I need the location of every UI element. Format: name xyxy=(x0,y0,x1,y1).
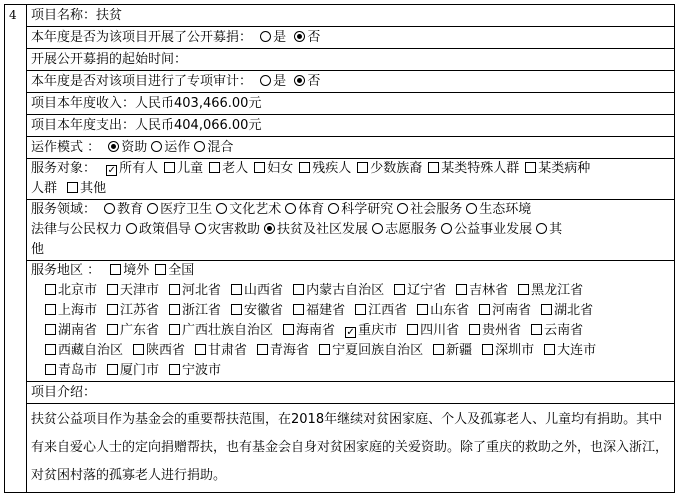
service-targets-wrap: 人群 xyxy=(31,181,58,196)
checkbox-icon xyxy=(293,284,304,295)
service-field-0[interactable] xyxy=(100,200,143,220)
region-option[interactable] xyxy=(39,361,97,381)
checkbox-icon: ✓ xyxy=(346,327,355,338)
option-label: 云南省 xyxy=(544,323,584,338)
public-fundraising-row xyxy=(27,27,674,49)
service-field-l2-5[interactable] xyxy=(437,220,532,240)
option-label: 妇女 xyxy=(267,161,294,176)
checkbox-icon xyxy=(433,344,444,355)
radio-icon xyxy=(147,203,158,214)
region-option[interactable] xyxy=(525,321,583,341)
radio-icon xyxy=(397,203,408,214)
special-audit-label: 本年度是否对该项目进行了专项审计： xyxy=(31,74,253,89)
checkbox-icon xyxy=(417,304,428,315)
region-option[interactable] xyxy=(39,321,97,341)
checkbox-icon xyxy=(155,264,166,275)
option-label: 陕西省 xyxy=(146,343,186,358)
option-label: 北京市 xyxy=(58,283,98,298)
project-name-row xyxy=(27,5,674,27)
option-label: 深圳市 xyxy=(495,343,535,358)
public-fundraising-label: 本年度是否为该项目开展了公开募捐： xyxy=(31,30,253,45)
checkbox-icon xyxy=(45,364,56,375)
region-option[interactable] xyxy=(427,341,472,361)
checkbox-icon xyxy=(231,284,242,295)
checkbox-icon xyxy=(133,344,144,355)
option-label: 所有人 xyxy=(119,161,159,176)
checkbox-icon xyxy=(107,284,118,295)
region-option[interactable] xyxy=(349,301,407,321)
special-audit-yes[interactable] xyxy=(256,71,286,93)
option-label: 否 xyxy=(307,74,321,89)
region-option[interactable] xyxy=(225,301,283,321)
region-row xyxy=(39,281,670,301)
checkbox-icon xyxy=(169,364,180,375)
region-list xyxy=(31,281,670,381)
region-option[interactable] xyxy=(39,281,97,301)
option-label: 湖南省 xyxy=(58,323,98,338)
checkbox-icon xyxy=(482,344,493,355)
radio-icon xyxy=(104,203,115,214)
checkbox-icon xyxy=(257,344,268,355)
region-option[interactable] xyxy=(163,281,221,301)
option-label: 文化艺术 xyxy=(229,202,282,217)
option-label: 医疗卫生 xyxy=(160,202,213,217)
option-label: 贵州省 xyxy=(482,323,522,338)
checkbox-icon xyxy=(195,344,206,355)
intro-label-row xyxy=(27,382,674,404)
checkbox-icon xyxy=(469,324,480,335)
expense-label: 项目本年度支出： xyxy=(31,118,136,133)
option-label: 法律与公民权力 xyxy=(31,222,123,237)
public-fundraising-no[interactable] xyxy=(290,27,320,49)
region-option[interactable] xyxy=(287,301,345,321)
checkbox-icon xyxy=(45,284,56,295)
service-field-l2-2[interactable] xyxy=(191,220,260,240)
intro-text-row xyxy=(27,404,674,492)
income-value: 人民币403,466.00元 xyxy=(135,96,262,111)
option-label: 四川省 xyxy=(420,323,460,338)
service-target-7[interactable] xyxy=(519,159,590,179)
radio-icon xyxy=(264,223,275,234)
option-label: 江西省 xyxy=(368,303,408,318)
service-fields-wrap: 他 xyxy=(31,242,45,257)
expense-row xyxy=(27,115,674,137)
option-label: 儿童 xyxy=(177,161,204,176)
option-label: 上海市 xyxy=(58,303,98,318)
option-label: 宁夏回族自治区 xyxy=(332,343,424,358)
service-target-4[interactable] xyxy=(293,159,351,179)
checkbox-icon xyxy=(283,324,294,335)
option-label: 西藏自治区 xyxy=(58,343,124,358)
radio-icon xyxy=(126,223,137,234)
checkbox-icon xyxy=(518,284,529,295)
option-label: 广西壮族自治区 xyxy=(182,323,274,338)
option-label: 否 xyxy=(307,30,321,45)
service-target-other[interactable] xyxy=(61,179,106,199)
region-option[interactable] xyxy=(313,341,423,361)
mode-row xyxy=(27,137,674,159)
checkbox-icon xyxy=(164,162,175,173)
checkbox-icon xyxy=(45,304,56,315)
option-label: 体育 xyxy=(298,202,325,217)
checkbox-icon xyxy=(254,162,265,173)
intro-label: 项目介绍： xyxy=(31,385,97,400)
mode-option-2[interactable] xyxy=(190,137,233,159)
option-label: 政策倡导 xyxy=(139,222,192,237)
service-field-1[interactable] xyxy=(143,200,212,220)
option-label: 浙江省 xyxy=(182,303,222,318)
checkbox-icon xyxy=(169,284,180,295)
option-label: 山西省 xyxy=(244,283,284,298)
option-label: 资助 xyxy=(121,140,148,155)
checkbox-icon xyxy=(531,324,542,335)
mode-label: 运作模式 ： xyxy=(31,140,101,155)
option-label: 福建省 xyxy=(306,303,346,318)
region-option[interactable] xyxy=(101,301,159,321)
region-option[interactable] xyxy=(101,281,159,301)
checkbox-icon xyxy=(525,162,536,173)
region-option[interactable] xyxy=(401,321,459,341)
radio-icon xyxy=(328,203,339,214)
option-label: 某类病种 xyxy=(538,161,591,176)
region-option[interactable] xyxy=(512,281,583,301)
service-field-l2-3[interactable] xyxy=(260,220,368,240)
region-row xyxy=(39,341,670,361)
option-label: 甘肃省 xyxy=(208,343,248,358)
project-name-label: 项目名称： xyxy=(31,8,97,23)
service-target-5[interactable] xyxy=(351,159,422,179)
option-label: 是 xyxy=(273,74,287,89)
radio-icon xyxy=(466,203,477,214)
radio-icon xyxy=(194,141,205,152)
region-option[interactable] xyxy=(463,321,521,341)
radio-icon xyxy=(536,223,547,234)
checkbox-icon xyxy=(355,304,366,315)
checkbox-icon xyxy=(428,162,439,173)
checkbox-icon xyxy=(209,162,220,173)
region-option[interactable] xyxy=(39,301,97,321)
start-time-row xyxy=(27,49,674,71)
option-label: 新疆 xyxy=(446,343,473,358)
service-field-5[interactable] xyxy=(393,200,462,220)
option-label: 运作 xyxy=(164,140,191,155)
checkbox-icon xyxy=(67,182,78,193)
option-label: 江苏省 xyxy=(120,303,160,318)
region-option[interactable] xyxy=(225,281,283,301)
public-fundraising-yes[interactable] xyxy=(256,27,286,49)
region-option[interactable] xyxy=(473,301,531,321)
region-option[interactable] xyxy=(388,281,446,301)
checkbox-icon xyxy=(169,304,180,315)
option-label: 青海省 xyxy=(270,343,310,358)
region-option[interactable] xyxy=(163,321,273,341)
region-option[interactable] xyxy=(450,281,508,301)
option-label: 厦门市 xyxy=(120,363,160,378)
option-label: 少数族裔 xyxy=(370,161,423,176)
radio-icon xyxy=(285,203,296,214)
radio-icon xyxy=(151,141,162,152)
mode-option-1[interactable] xyxy=(147,137,190,159)
region-option[interactable] xyxy=(476,341,534,361)
option-label: 灾害救助 xyxy=(208,222,261,237)
checkbox-icon xyxy=(544,344,555,355)
project-name-value: 扶贫 xyxy=(96,8,123,23)
region-row xyxy=(39,361,670,381)
option-label: 社会服务 xyxy=(410,202,463,217)
row-number-cell xyxy=(5,5,27,492)
checkbox-icon xyxy=(299,162,310,173)
option-label: 河北省 xyxy=(182,283,222,298)
region-option[interactable] xyxy=(163,361,221,381)
radio-icon xyxy=(294,31,305,42)
service-fields-label: 服务领域： xyxy=(31,202,97,217)
region-option[interactable] xyxy=(287,281,384,301)
option-label: 混合 xyxy=(207,140,234,155)
service-field-l2-1[interactable] xyxy=(122,220,191,240)
service-fields-row xyxy=(27,200,674,261)
checkbox-icon xyxy=(293,304,304,315)
option-label: 青岛市 xyxy=(58,363,98,378)
service-regions-row xyxy=(27,261,674,382)
option-label: 生态环境 xyxy=(479,202,532,217)
checkbox-icon: ✓ xyxy=(107,165,116,176)
row-number: 4 xyxy=(9,8,17,22)
service-target-6[interactable] xyxy=(422,159,519,179)
intro-text: 扶贫公益项目作为基金会的重要帮扶范围，在2018年继续对贫困家庭、个人及孤寡老人、儿童均有捐助。其中有来自爱心人士的定向捐赠帮扶，也有基金会自身对贫困家庭的关爱资助。除了重庆的救助之外，也深入浙江，对贫困村落的孤寡老人进行捐助。 xyxy=(31,412,669,483)
service-field-4[interactable] xyxy=(324,200,393,220)
radio-icon xyxy=(195,223,206,234)
service-target-1[interactable] xyxy=(158,159,203,179)
option-label: 志愿服务 xyxy=(385,222,438,237)
option-label: 老人 xyxy=(222,161,249,176)
service-target-0[interactable] xyxy=(100,159,158,179)
region-option[interactable] xyxy=(101,321,159,341)
region-option[interactable] xyxy=(163,301,221,321)
option-label: 湖北省 xyxy=(554,303,594,318)
service-targets-label: 服务对象： xyxy=(31,161,97,176)
service-regions-label: 服务地区 ： xyxy=(31,263,101,278)
region-option[interactable] xyxy=(39,341,123,361)
option-label: 教育 xyxy=(117,202,144,217)
service-field-l2-0[interactable] xyxy=(31,220,122,240)
checkbox-icon xyxy=(45,344,56,355)
region-option[interactable] xyxy=(411,301,469,321)
option-label: 安徽省 xyxy=(244,303,284,318)
option-label: 黑龙江省 xyxy=(531,283,584,298)
service-field-2[interactable] xyxy=(212,200,281,220)
region-option[interactable] xyxy=(127,341,185,361)
service-target-2[interactable] xyxy=(203,159,248,179)
service-field-3[interactable] xyxy=(281,200,324,220)
option-label: 海南省 xyxy=(296,323,336,338)
option-label: 山东省 xyxy=(430,303,470,318)
option-label: 是 xyxy=(273,30,287,45)
option-label: 其 xyxy=(549,222,563,237)
region-option[interactable] xyxy=(251,341,309,361)
income-label: 项目本年度收入： xyxy=(31,96,136,111)
radio-icon xyxy=(294,75,305,86)
option-label: 河南省 xyxy=(492,303,532,318)
project-fields xyxy=(27,5,674,492)
radio-icon xyxy=(108,141,119,152)
radio-icon xyxy=(260,75,271,86)
checkbox-icon xyxy=(231,304,242,315)
checkbox-icon xyxy=(107,304,118,315)
mode-option-0[interactable] xyxy=(104,137,147,159)
radio-icon xyxy=(372,223,383,234)
checkbox-icon xyxy=(169,324,180,335)
checkbox-icon xyxy=(357,162,368,173)
checkbox-icon xyxy=(479,304,490,315)
service-target-3[interactable] xyxy=(248,159,293,179)
checkbox-icon xyxy=(107,324,118,335)
option-label: 科学研究 xyxy=(341,202,394,217)
region-option[interactable] xyxy=(189,341,247,361)
project-table xyxy=(4,4,675,493)
checkbox-icon xyxy=(541,304,552,315)
region-top-1[interactable] xyxy=(149,261,194,281)
region-option[interactable] xyxy=(538,341,596,361)
option-label: 某类特殊人群 xyxy=(441,161,520,176)
region-option[interactable] xyxy=(535,301,593,321)
region-option[interactable] xyxy=(277,321,335,341)
region-top-0[interactable] xyxy=(104,261,149,281)
start-time-label: 开展公开募捐的起始时间： xyxy=(31,52,188,67)
checkbox-icon xyxy=(319,344,330,355)
radio-icon xyxy=(441,223,452,234)
checkbox-icon xyxy=(456,284,467,295)
option-label: 扶贫及社区发展 xyxy=(277,222,369,237)
checkbox-icon xyxy=(407,324,418,335)
radio-icon xyxy=(216,203,227,214)
region-option[interactable] xyxy=(339,321,397,341)
option-label: 吉林省 xyxy=(469,283,509,298)
expense-value: 人民币404,066.00元 xyxy=(135,118,262,133)
option-label: 大连市 xyxy=(557,343,597,358)
option-label: 全国 xyxy=(168,263,195,278)
service-field-6[interactable] xyxy=(462,200,531,220)
service-field-l2-6[interactable] xyxy=(532,220,562,240)
checkbox-icon xyxy=(45,324,56,335)
service-targets-row xyxy=(27,159,674,200)
option-label: 残疾人 xyxy=(312,161,352,176)
checkbox-icon xyxy=(394,284,405,295)
checkbox-icon xyxy=(107,364,118,375)
option-label: 内蒙古自治区 xyxy=(306,283,385,298)
option-label: 宁波市 xyxy=(182,363,222,378)
radio-icon xyxy=(260,31,271,42)
special-audit-row xyxy=(27,71,674,93)
service-field-l2-4[interactable] xyxy=(368,220,437,240)
option-label: 重庆市 xyxy=(358,323,398,338)
option-label: 境外 xyxy=(123,263,150,278)
option-label: 广东省 xyxy=(120,323,160,338)
income-row xyxy=(27,93,674,115)
region-row xyxy=(39,321,670,341)
special-audit-no[interactable] xyxy=(290,71,320,93)
option-label: 天津市 xyxy=(120,283,160,298)
region-row xyxy=(39,301,670,321)
checkbox-icon xyxy=(110,264,121,275)
option-label: 辽宁省 xyxy=(407,283,447,298)
option-label: 公益事业发展 xyxy=(454,222,533,237)
region-option[interactable] xyxy=(101,361,159,381)
option-label: 其他 xyxy=(80,181,107,196)
